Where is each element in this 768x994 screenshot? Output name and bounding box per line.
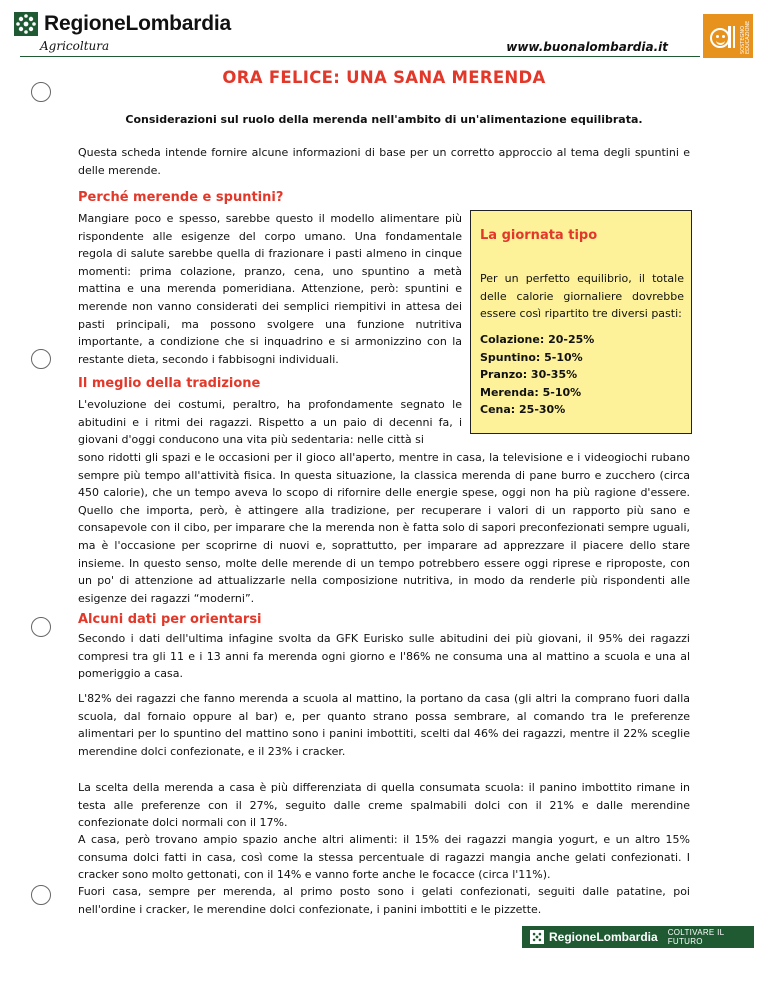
section-body-dati-para1: Secondo i dati dell'ultima infagine svolta da GFK Eurisko sulle abitudini dei più giovani, il 95% dei ragazzi compresi tra gli 11 e i 13 anni fa merenda ogni giorno e l'86% ne consuma una al mattino a scuola e una al pomeriggio a casa.	[78, 632, 690, 681]
section-body-dati-para4: A casa, però trovano ampio spazio anche altri alimenti: il 15% dei ragazzi mangia yogurt, e un altro 15% consuma dolci fatti in casa, così come la stessa percentuale di ragazzi mangia anche gelati confezionati. I cracker sono molto gettonati, con il 14% e vanno forte anche le focacce (circa l'11%).	[78, 833, 690, 882]
section-heading-tradizione: Il meglio della tradizione	[78, 376, 261, 391]
section-body-tradizione-part2: sono ridotti gli spazi e le occasioni per il gioco all'aperto, mentre in casa, la televisione e i videogiochi rubano sempre più tempo all'attività fisica. In questa situazione, la classica merenda di pane burro e zucchero (circa 450 calorie), che un tempo aveva lo scopo di rifornire delle energie spese, oggi non ha più ragione d'essere. Quello che importa, però, è attingere alla tradizione, per recuperare i valori di un rapporto più sano e consapevole con il cibo, per imparare che la merenda non è fatta solo di sapori preconfezionati sempre uguali, ma è l'occasione per scoprirne di nuovi e, soprattutto, per imparare ad apprezzare il piacere dello stare insieme. In questo senso, molte delle merende di un tempo potrebbero essere oggi riprese e riproposte, con un po' di attenzione ad attualizzarle nella composizione nutritiva, in modo da renderle più rispondenti alle esigenze dei ragazzi “moderni”.	[78, 451, 690, 605]
site-url-link[interactable]: www.buonalombardia.it	[506, 40, 668, 54]
section-body-tradizione-part1: L'evoluzione dei costumi, peraltro, ha profondamente segnato le abitudini e i ritmi dei ragazzi. Rispetto a un paio di decenni fa, i giovani d'oggi conducono una vita più sedentaria: nelle città si	[78, 398, 462, 447]
list-item: Spuntino: 5-10%	[480, 350, 583, 364]
section-heading-merende: Perché merende e spuntini?	[78, 190, 284, 205]
meal-percentage-list	[480, 331, 594, 419]
rosa-camuna-icon	[14, 12, 38, 36]
spoon-icon	[728, 26, 731, 48]
info-box-giornata-tipo	[470, 210, 692, 434]
list-item: Pranzo: 30-35%	[480, 368, 578, 382]
fork-icon	[733, 26, 735, 48]
footer-brand-bar[interactable]	[522, 926, 754, 948]
section-heading-dati: Alcuni dati per orientarsi	[78, 612, 262, 627]
binder-hole	[31, 617, 51, 637]
list-item: Cena: 25-30%	[480, 403, 566, 417]
section-body-dati-para5: Fuori casa, sempre per merenda, al primo posto sono i gelati confezionati, seguiti dalle patatine, poi nell'ordine i cracker, le merendine dolci confezionate, i panini imbottiti e le pizzette.	[78, 885, 690, 916]
footer-tagline: COLTIVARE IL FUTURO	[667, 928, 725, 946]
badge-text: SOSTEGNO EDUCAZIONE	[740, 20, 751, 54]
smiley-icon	[710, 28, 730, 48]
page-title: ORA FELICE: UNA SANA MERENDA	[222, 68, 546, 87]
info-box-title: La giornata tipo	[480, 228, 598, 243]
list-item: Merenda: 5-10%	[480, 385, 582, 399]
section-body-dati-para2: L'82% dei ragazzi che fanno merenda a scuola al mattino, la portano da casa (gli altri la comprano fuori dalla scuola, dal fornaio oppure al bar) e, per quanto strano possa sembrare, al comando tra le preferenze alimentari per lo spuntino del mattino sono i panini imbottiti, scelti dal 46% dei ragazzi, mentre il 22% sceglie merendine dolci confezionate, e il 23% i cracker.	[78, 692, 690, 758]
education-badge	[703, 14, 753, 58]
rosa-camuna-icon	[530, 930, 544, 944]
list-item: Colazione: 20-25%	[480, 333, 595, 346]
department-label: Agricoltura	[40, 39, 110, 53]
page-subtitle: Considerazioni sul ruolo della merenda nell'ambito di un'alimentazione equilibrata.	[125, 113, 643, 126]
section-body-merende: Mangiare poco e spesso, sarebbe questo il modello alimentare più rispondente alle esigenze del corpo umano. Una fondamentale regola di salute sarebbe quella di frazionare i pasti almeno in cinque momenti: prima colazione, pranzo, cena, uno spuntino a metà mattina e una merenda pomeridiana. Attenzione, però: spuntini e merende non vanno considerati dei semplici riempitivi in attesa dei pasti principali, ma possono svolgere una funzione nutritiva importante, a condizione che si inquadrino e si armonizzino con la restante dieta, secondo i fabbisogni individuali.	[78, 212, 462, 366]
binder-hole	[31, 349, 51, 369]
page-header	[0, 0, 768, 62]
regione-lombardia-logo[interactable]	[14, 12, 231, 36]
logo-text: RegioneLombardia	[44, 12, 231, 35]
binder-hole	[31, 885, 51, 905]
footer-logo-text: RegioneLombardia	[549, 930, 658, 944]
intro-paragraph: Questa scheda intende fornire alcune informazioni di base per un corretto approccio al tema degli spuntini e delle merende.	[78, 146, 690, 177]
info-box-text: Per un perfetto equilibrio, il totale delle calorie giornaliere dovrebbe essere così ripartito tre diversi pasti:	[480, 272, 684, 321]
section-body-dati-para3: La scelta della merenda a casa è più differenziata di quella consumata scuola: il panino imbottito rimane in testa alle preferenze con il 27%, seguito dalle creme spalmabili dolci con il 21% e dalle merendine confezionate dolci normali con il 17%.	[78, 781, 690, 830]
header-divider	[20, 56, 700, 57]
